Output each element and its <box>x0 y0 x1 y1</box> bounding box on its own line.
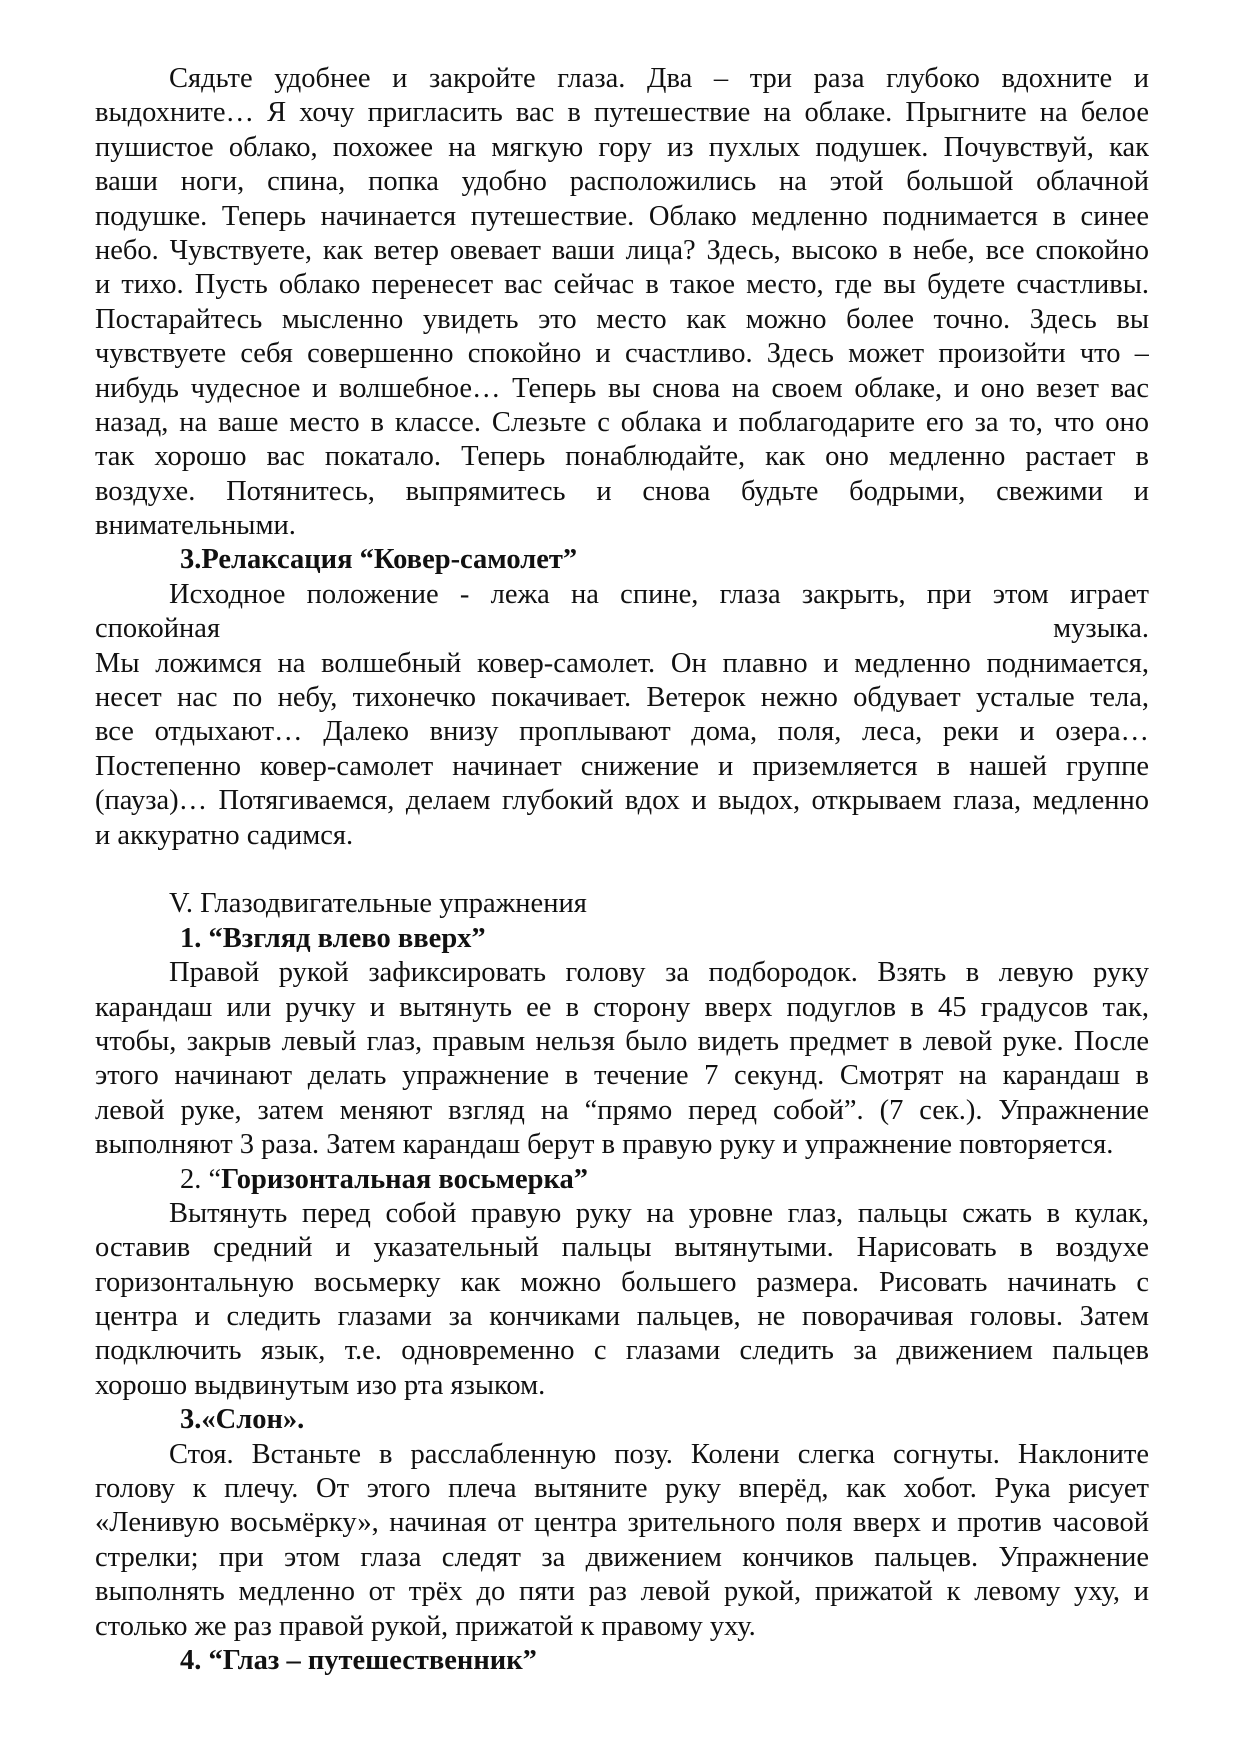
text-line: чувствуете себя совершенно спокойно и счастливо. Здесь может произойти что – <box>95 338 1149 370</box>
text-line: выполнять медленно от трёх до пяти раз левой рукой, прижатой к левому уху, и <box>95 1576 1149 1608</box>
text-line: все отдыхают… Далеко внизу проплывают дома, поля, леса, реки и озера… <box>95 716 1149 748</box>
text-line: Постарайтесь мысленно увидеть это место как можно более точно. Здесь вы <box>95 303 1149 335</box>
text-line: внимательными. <box>95 510 296 542</box>
text-line: Мы ложимся на волшебный ковер-самолет. Он плавно и медленно поднимается, <box>95 647 1149 679</box>
text-line: спокойная музыка. <box>95 613 1149 645</box>
text-line: назад, на ваше место в классе. Слезьте с облака и поблагодарите его за то, что оно <box>95 406 1149 438</box>
text-line: оставив средний и указательный пальцы вытянутыми. Нарисовать в воздухе <box>95 1232 1149 1264</box>
text-line: пушистое облако, похожее на мягкую гору из пухлых подушек. Почувствуй, как <box>95 131 1149 163</box>
text-line: этого начинают делать упражнение в течение 7 секунд. Смотрят на карандаш в <box>95 1060 1149 1092</box>
text-line: подушке. Теперь начинается путешествие. Облако медленно поднимается в синее <box>95 200 1149 232</box>
text-line: и аккуратно садимся. <box>95 819 354 851</box>
section-heading <box>95 887 1149 921</box>
text-line: хорошо выдвинутым изо рта языком. <box>95 1369 546 1401</box>
text-line: Сядьте удобнее и закройте глаза. Два – три раза глубоко вдохните и <box>169 63 1149 94</box>
text-line: чтобы, закрыв левый глаз, правым нельзя было видеть предмет в левой руке. После <box>95 1025 1149 1057</box>
text-line: так хорошо вас покатало. Теперь понаблюдайте, как оно медленно растает в <box>95 441 1149 473</box>
section-heading <box>95 543 1149 577</box>
heading-title: Горизонтальная восьмерка” <box>221 1163 588 1195</box>
section-heading <box>95 1163 1149 1197</box>
text-line <box>95 853 1149 887</box>
text-line: выполняют 3 раза. Затем карандаш берут в правую руку и упражнение повторяется. <box>95 1129 1114 1161</box>
text-line: подключить язык, т.е. одновременно с глазами следить за движением пальцев <box>95 1335 1149 1367</box>
text-line: Вытянуть перед собой правую руку на уровне глаз, пальцы сжать в кулак, <box>169 1197 1149 1229</box>
text-line: (пауза)… Потягиваемся, делаем глубокий вдох и выдох, открываем глаза, медленно <box>95 785 1149 817</box>
heading-title: 3.Релаксация “Ковер-самолет” <box>180 544 578 576</box>
text-line: столько же раз правой рукой, прижатой к правому уху. <box>95 1610 756 1642</box>
section-heading <box>95 922 1149 956</box>
section-heading <box>95 1403 1149 1437</box>
text-line: стрелки; при этом глаза следят за движением кончиков пальцев. Упражнение <box>95 1541 1149 1573</box>
text-line: ваши ноги, спина, попка удобно расположились на этой большой облачной <box>95 166 1149 198</box>
heading-title: 3.«Слон». <box>180 1404 305 1436</box>
text-line: и тихо. Пусть облако перенесет вас сейчас в такое место, где вы будете счастливы. <box>95 269 1149 301</box>
heading-title: 1. “Взгляд влево вверх” <box>180 922 486 954</box>
text-line: центра и следить глазами за кончиками пальцев, не поворачивая головы. Затем <box>95 1301 1149 1333</box>
text-line: «Ленивую восьмёрку», начиная от центра зрительного поля вверх и против часовой <box>95 1507 1149 1539</box>
text-line: Стоя. Встаньте в расслабленную позу. Колени слегка согнуты. Наклоните <box>169 1438 1149 1470</box>
text-line: воздухе. Потянитесь, выпрямитесь и снова будьте бодрыми, свежими и <box>95 475 1149 507</box>
heading-prefix: 2. “ <box>180 1163 222 1195</box>
heading-prefix: V. Глазодвигательные упражнения <box>169 888 587 920</box>
text-line: Исходное положение - лежа на спине, глаза закрыть, при этом играет <box>169 578 1149 610</box>
document-page <box>95 62 1149 1678</box>
text-line: нибудь чудесное и волшебное… Теперь вы снова на своем облаке, и оно везет вас <box>95 372 1149 404</box>
text-line: голову к плечу. От этого плеча вытяните руку вперёд, как хобот. Рука рисует <box>95 1473 1149 1505</box>
section-heading <box>95 1644 1149 1678</box>
text-line: карандаш или ручку и вытянуть ее в сторону вверх подуглов в 45 градусов так, <box>95 991 1149 1023</box>
text-line: небо. Чувствуете, как ветер овевает ваши лица? Здесь, высоко в небе, все спокойно <box>95 234 1149 266</box>
text-line: левой руке, затем меняют взгляд на “прямо перед собой”. (7 сек.). Упражнение <box>95 1094 1149 1126</box>
heading-title: 4. “Глаз – путешественник” <box>180 1644 537 1676</box>
text-line: горизонтальную восьмерку как можно большего размера. Рисовать начинать с <box>95 1266 1149 1298</box>
text-line: Постепенно ковер-самолет начинает снижение и приземляется в нашей группе <box>95 750 1149 782</box>
text-line: выдохните… Я хочу пригласить вас в путешествие на облаке. Прыгните на белое <box>95 97 1149 129</box>
text-line: Правой рукой зафиксировать голову за подбородок. Взять в левую руку <box>169 957 1149 989</box>
text-line: несет нас по небу, тихонечко покачивает. Ветерок нежно обдувает усталые тела, <box>95 682 1149 714</box>
